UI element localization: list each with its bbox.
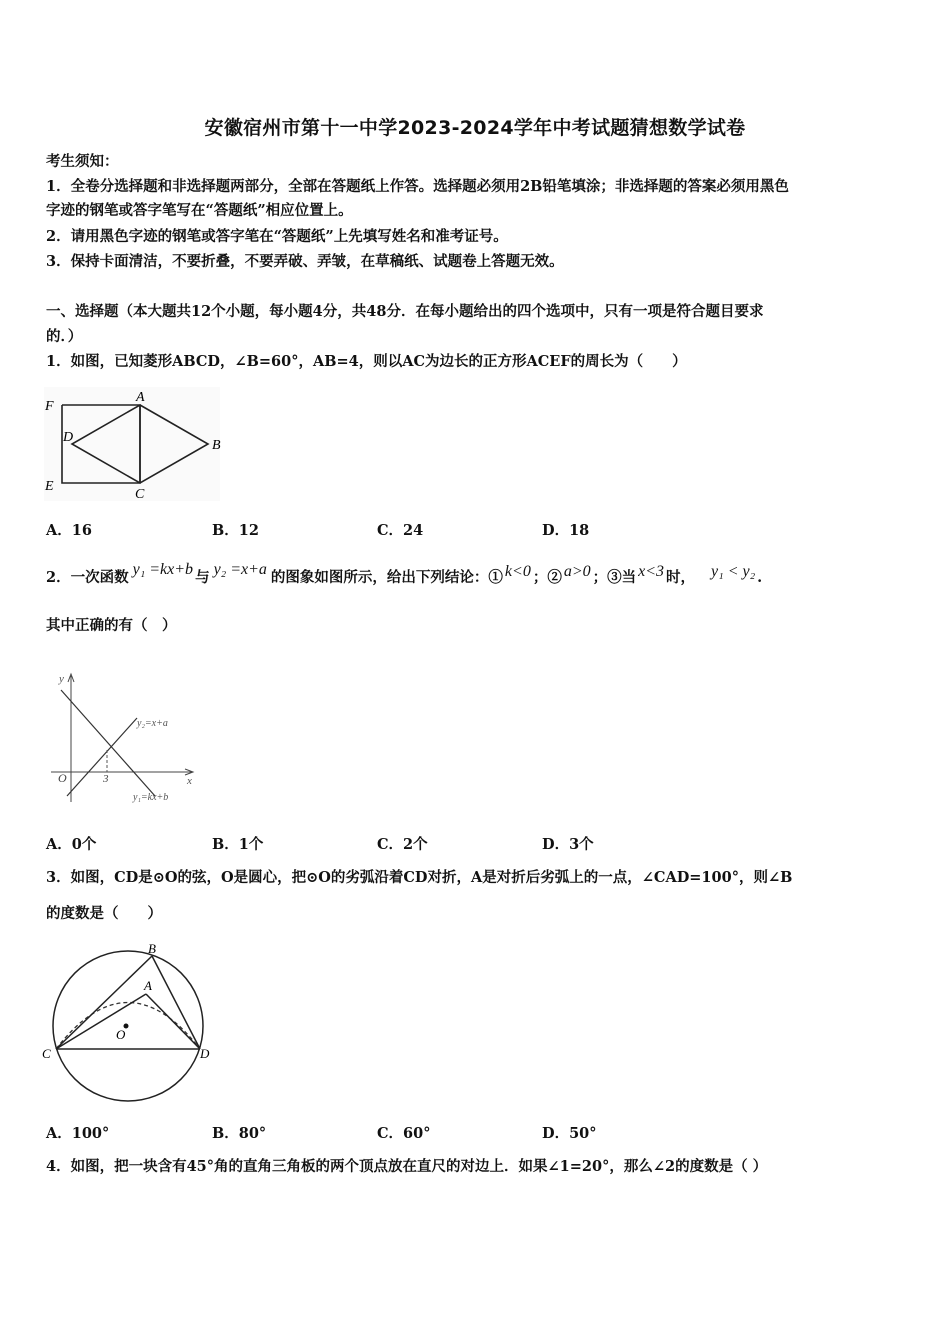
q2-option-d[interactable]: D．3个 bbox=[542, 836, 594, 853]
q3-segment-cb bbox=[56, 956, 152, 1049]
q2-expr-y1: y₁ =kx+b bbox=[132, 561, 194, 578]
q2-cond-3: x<3 bbox=[638, 563, 665, 580]
q4-stem: 4．如图，把一块含有45°角的直角三角板的两个顶点放在直尺的对边上．如果∠1=20°，那么∠2的度数是（ ） bbox=[46, 1158, 768, 1175]
q2-label-y: y bbox=[59, 673, 64, 685]
q3-option-b[interactable]: B．80° bbox=[212, 1125, 267, 1142]
q2-stem-part-e: . bbox=[757, 569, 763, 586]
q3-label-a: A bbox=[144, 978, 152, 993]
q1-option-c[interactable]: C．24 bbox=[377, 522, 424, 539]
section-heading-line-1: 一、选择题（本大题共12个小题，每小题4分，共48分．在每小题给出的四个选项中，只有一项是符合题目要求 bbox=[46, 303, 764, 320]
q2-cond-2: a>0 bbox=[563, 563, 591, 580]
q3-figure-circle bbox=[40, 938, 220, 1110]
q2-stem-part-b: 与 bbox=[195, 569, 210, 586]
q2-option-a[interactable]: A．0个 bbox=[46, 836, 97, 853]
q2-stem-part-c: 的图象如图所示，给出下列结论：① bbox=[270, 569, 503, 586]
q2-stem-part-a: 2．一次函数 bbox=[46, 569, 129, 586]
q2-label-tick-3: 3 bbox=[103, 773, 109, 785]
q3-segment-ad bbox=[146, 994, 200, 1049]
q2-label-line-y1: y₁=kx+b bbox=[133, 792, 169, 803]
q1-label-e: E bbox=[45, 479, 54, 494]
q2-stem bbox=[46, 560, 906, 588]
q3-label-o: O bbox=[116, 1027, 126, 1042]
q1-label-c: C bbox=[135, 487, 145, 502]
q1-stem: 1．如图，已知菱形ABCD，∠B=60°，AB=4，则以AC为边长的正方形ACEF的周长为（ ） bbox=[46, 353, 687, 370]
q2-figure-graph bbox=[45, 668, 205, 808]
q2-option-b[interactable]: B．1个 bbox=[212, 836, 264, 853]
q1-label-f: F bbox=[45, 399, 54, 414]
q1-label-a: A bbox=[136, 390, 145, 405]
q1-label-b: B bbox=[212, 438, 221, 453]
q2-stem-line-2: 其中正确的有（ ） bbox=[46, 617, 177, 634]
q2-expr-y2: y₂ =x+a bbox=[213, 561, 267, 578]
q2-cond-4: y₁ < y₂ bbox=[711, 563, 756, 580]
page-title: 安徽宿州市第十一中学2023-2024学年中考试题猜想数学试卷 bbox=[204, 117, 746, 139]
notice-item-3: 3．保持卡面清洁，不要折叠，不要弄破、弄皱，在草稿纸、试题卷上答题无效。 bbox=[46, 253, 564, 270]
q3-segment-bd bbox=[152, 956, 200, 1049]
q1-option-a[interactable]: A．16 bbox=[46, 522, 92, 539]
q2-line-y2 bbox=[67, 718, 137, 796]
notice-heading: 考生须知： bbox=[46, 153, 119, 170]
q3-option-d[interactable]: D．50° bbox=[542, 1125, 597, 1142]
q3-stem-line-1: 3．如图，CD是⊙O的弦，O是圆心，把⊙O的劣弧沿着CD对折，A是对折后劣弧上的一点，∠CAD=100°，则∠B bbox=[46, 869, 793, 886]
q3-label-b: B bbox=[148, 941, 156, 956]
q3-stem-line-2: 的度数是（ ） bbox=[46, 905, 162, 922]
notice-item-2: 2．请用黑色字迹的钢笔或答字笔在“答题纸”上先填写姓名和准考证号。 bbox=[46, 228, 508, 245]
q2-label-line-y2: y₂=x+a bbox=[137, 718, 168, 729]
q3-label-c: C bbox=[42, 1046, 51, 1061]
q2-sep-1: ；② bbox=[532, 569, 562, 586]
q3-segment-ca bbox=[56, 994, 146, 1049]
notice-item-1-line-2: 字迹的钢笔或答字笔写在“答题纸”相应位置上。 bbox=[46, 202, 353, 219]
q1-label-d: D bbox=[63, 430, 74, 445]
q3-option-a[interactable]: A．100° bbox=[46, 1125, 110, 1142]
q2-stem-part-d: 时， bbox=[666, 569, 696, 586]
q3-label-d: D bbox=[200, 1046, 210, 1061]
notice-item-1-line-1: 1．全卷分选择题和非选择题两部分，全部在答题纸上作答。选择题必须用2B铅笔填涂；非选择题的答案必须用黑色 bbox=[46, 178, 789, 195]
section-heading-line-2: 的．） bbox=[46, 328, 83, 345]
q2-label-x: x bbox=[187, 775, 192, 787]
q2-cond-1: k<0 bbox=[504, 563, 531, 580]
q1-option-b[interactable]: B．12 bbox=[212, 522, 259, 539]
q2-option-c[interactable]: C．2个 bbox=[377, 836, 428, 853]
q1-figure-rhombus-square bbox=[40, 385, 230, 505]
q3-option-c[interactable]: C．60° bbox=[377, 1125, 431, 1142]
q2-label-origin: O bbox=[58, 771, 67, 785]
q1-option-d[interactable]: D．18 bbox=[542, 522, 590, 539]
q2-sep-2: ；③当 bbox=[592, 569, 637, 586]
